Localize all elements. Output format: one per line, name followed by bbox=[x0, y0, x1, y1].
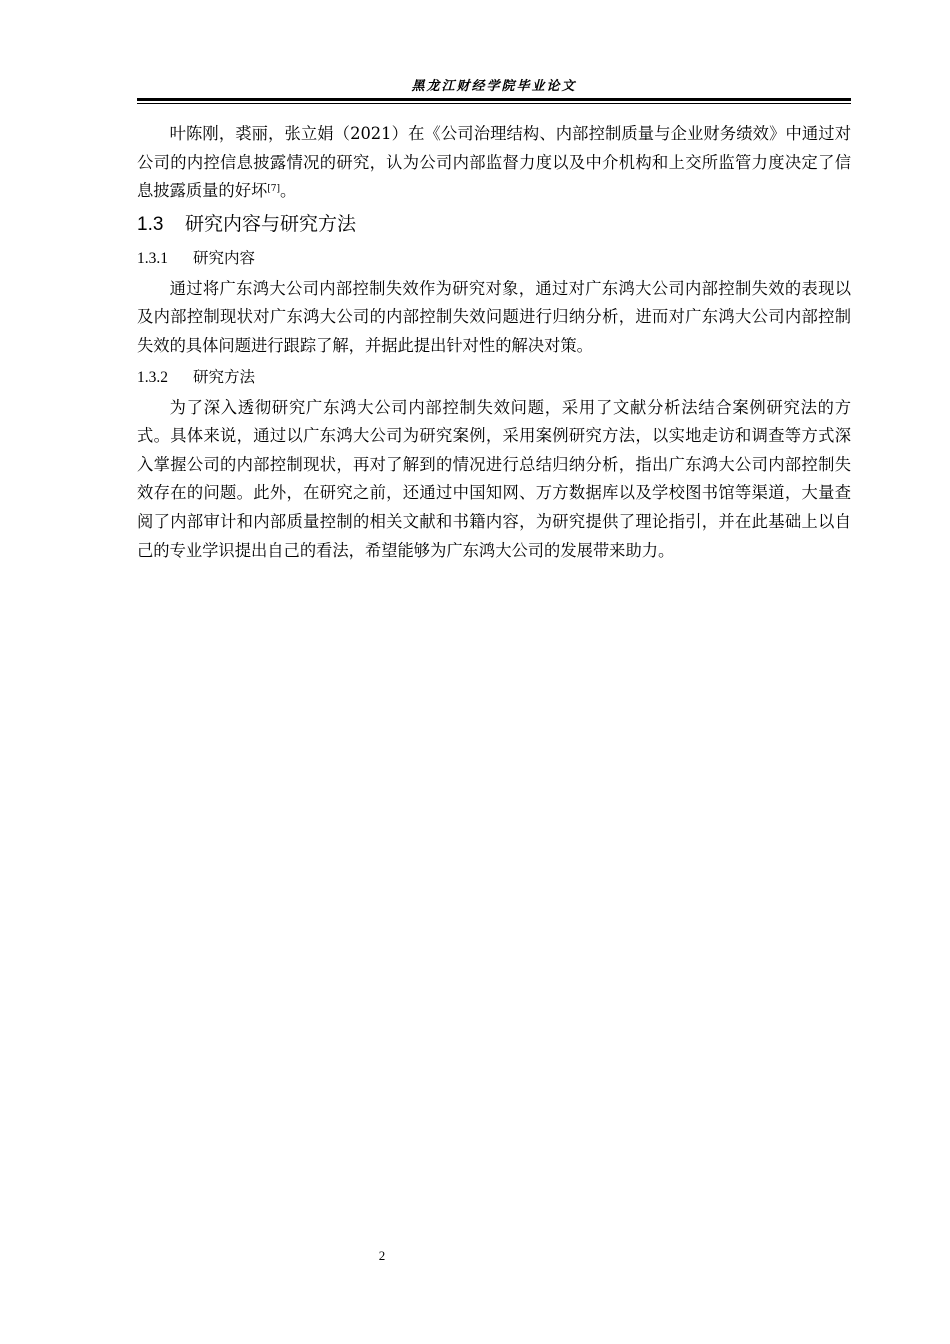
subsection-number: 1.3.2 bbox=[137, 368, 168, 386]
paragraph-intro bbox=[137, 120, 851, 206]
body-text bbox=[137, 120, 851, 565]
subsection-heading-1-3-2 bbox=[137, 363, 851, 392]
subsection-number: 1.3.1 bbox=[137, 249, 168, 267]
subsection-heading-1-3-1 bbox=[137, 244, 851, 273]
paragraph-research-content: 通过将广东鸿大公司内部控制失效作为研究对象，通过对广东鸿大公司内部控制失效的表现以及内部控制现状对广东鸿大公司的内部控制失效问题进行归纳分析，进而对广东鸿大公司内部控制失效的具体问题进行跟踪了解，并据此提出针对性的解决对策。 bbox=[137, 278, 851, 355]
citation-marker: [7] bbox=[267, 184, 281, 195]
section-heading-1-3 bbox=[137, 209, 851, 240]
subsection-title: 研究内容 bbox=[193, 248, 256, 267]
page-number: 2 bbox=[378, 1248, 386, 1263]
subsection-title: 研究方法 bbox=[193, 367, 256, 386]
section-number: 1.3 bbox=[137, 213, 164, 235]
running-header: 黑龙江财经学院毕业论文 bbox=[411, 79, 577, 94]
paragraph-intro-end: 。 bbox=[280, 181, 297, 201]
header-rule-thick bbox=[137, 98, 851, 101]
paragraph-research-method: 为了深入透彻研究广东鸿大公司内部控制失效问题，采用了文献分析法结合案例研究法的方式。具体来说，通过以广东鸿大公司为研究案例，采用案例研究方法，以实地走访和调查等方式深入掌握公司的内部控制现状，再对了解到的情况进行总结归纳分析，指出广东鸿大公司内部控制失效存在的问题。此外，在研究之前，还通过中国知网、万方数据库以及学校图书馆等渠道，大量查阅了内部审计和内部质量控制的相关文献和书籍内容，为研究提供了理论指引，并在此基础上以自己的专业学识提出自己的看法，希望能够为广东鸿大公司的发展带来助力。 bbox=[137, 397, 851, 560]
paragraph-intro-text: 叶陈刚，裘丽，张立娟（2021）在《公司治理结构、内部控制质量与企业财务绩效》中通过对公司的内控信息披露情况的研究，认为公司内部监督力度以及中介机构和上交所监管力度决定了信息披露质量的好坏 bbox=[137, 124, 851, 201]
section-title: 研究内容与研究方法 bbox=[185, 212, 357, 235]
header-rule-thin bbox=[137, 103, 851, 104]
